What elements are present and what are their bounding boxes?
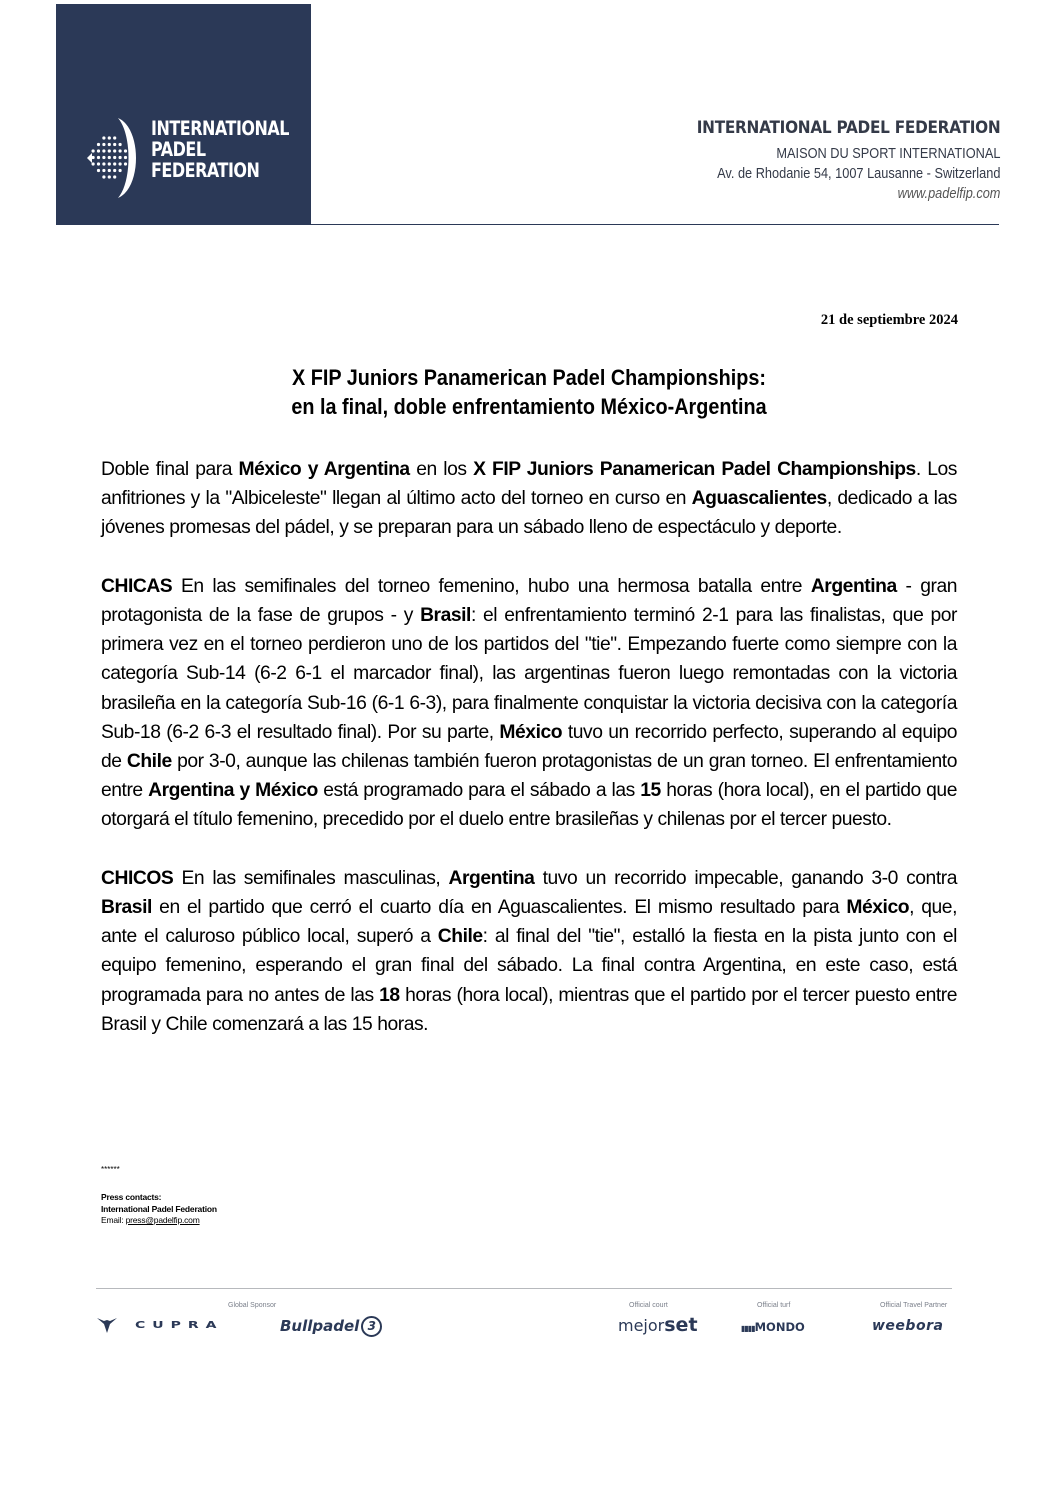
text-run: en el partido que cerró el cuarto día en Aguascalientes. El mismo resultado para [151,897,847,919]
paragraph-intro [101,455,957,543]
text-run: En las semifinales del torneo femenino, hubo una hermosa batalla entre [172,575,811,597]
mondo-wordmark: MONDO [754,1320,805,1334]
org-website-link[interactable]: www.padelfip.com [897,186,1000,202]
logo-dot [113,162,116,165]
bold-text: México [846,897,910,919]
org-address-block [663,118,1000,204]
org-name: INTERNATIONAL PADEL FEDERATION [696,118,1000,138]
logo-dot [108,162,111,165]
logo-dot [102,175,105,178]
official-turf-label: Official turf [757,1302,791,1309]
press-contacts [101,1192,217,1227]
press-email-link[interactable]: press@padelfip.com [125,1215,200,1225]
logo-dot [124,162,127,165]
paragraph-chicas [101,572,957,835]
text-run: tuvo un recorrido perfecto, superando al equipo de [101,721,957,773]
text-run: horas (hora local), en el partido que otorgará el título femenino, precedido por el duelo entre brasileñas y chilenas por el tercer puesto. [101,780,957,831]
padel-ball-icon [84,116,144,200]
bold-text: Argentina y México [148,780,318,802]
title-line-1: X FIP Juniors Panamerican Padel Championships: [292,365,766,390]
cupra-wordmark: CUPRA [135,1319,224,1331]
logo-dot [113,143,116,146]
bold-text: México y Argentina [238,459,410,480]
logo-dot [113,149,116,152]
logo-line-2: PADEL [151,138,206,161]
text-run: está programado para el sábado a las [317,780,641,802]
org-address: Av. de Rhodanie 54, 1007 Lausanne - Switzerland [716,166,1000,182]
logo-dot [97,156,100,159]
logo-dot [102,143,105,146]
separator-stars: ****** [101,1165,120,1174]
text-run: : al final del "tie", estalló la fiesta en la pista junto con el equipo femenino, esperando el gran final del sábado. La final contra Argentina, en este caso, está programada para no antes de las [101,926,957,1006]
logo-line-3: FEDERATION [151,159,260,182]
official-travel-label: Official Travel Partner [880,1302,948,1309]
text-run: , dedicado a las jóvenes promesas del pádel, y se preparan para un sábado lleno de espectáculo y deporte. [101,488,957,539]
mondo-stripes-icon: ▮▮▮▮ [741,1324,755,1333]
text-run: . Los anfitriones y la "Albiceleste" llegan al último acto del torneo en curso en [101,459,957,510]
press-heading: Press contacts: [101,1192,162,1202]
logo-dot [113,136,116,139]
header-divider [311,224,999,225]
text-run: Doble final para [101,459,239,480]
logo-dot [113,156,116,159]
logo-dot [113,169,116,172]
logo-dot [119,149,122,152]
global-sponsor-label: Global Sponsor [228,1302,277,1309]
official-court-label: Official court [629,1302,668,1309]
cupra-emblem-icon [97,1316,117,1334]
bullpadel-logo [280,1316,382,1337]
paragraph-chicos [101,864,957,1039]
footer-divider [96,1288,952,1289]
logo-dot [102,162,105,165]
article-body [101,455,957,1068]
bullpadel-emblem-icon: 3 [361,1316,382,1337]
logo-dot [119,156,122,159]
logo-block [56,4,311,225]
logo-dot [108,175,111,178]
logo-dot [108,169,111,172]
logo-dot [92,149,95,152]
bold-text: CHICAS [101,575,173,597]
logo-dot [108,156,111,159]
document-date: 21 de septiembre 2024 [820,312,958,328]
logo-line-1: INTERNATIONAL [151,117,289,140]
logo-dot [108,136,111,139]
logo-dot [97,162,100,165]
logo-dot [124,156,127,159]
logo-dot [102,156,105,159]
mejorset-wordmark-b: set [664,1314,698,1336]
logo-dot [119,143,122,146]
bold-text: Aguascalientes [691,488,827,510]
logo-dot [102,169,105,172]
bold-text: Argentina [810,575,897,597]
mejorset-logo [618,1314,698,1336]
bold-text: Chile [437,926,483,948]
text-run: , que, ante el caluroso público local, superó a [101,897,957,948]
document-title [0,363,1058,421]
logo-dot [97,149,100,152]
logo-dot [119,162,122,165]
email-label: Email: [101,1215,126,1225]
bold-text: 15 [640,780,661,802]
text-run: - gran protagonista de la fase de grupos - y [101,575,958,626]
bold-text: X FIP Juniors Panamerican Padel Championships [473,459,916,480]
logo-dot [119,169,122,172]
logo-dot [102,149,105,152]
text-run: : el enfrentamiento terminó 2-1 para las finalistas, que por primera vez en el torneo perdieron uno de los partidos del "tie". Empezando fuerte como siempre con la categoría Sub-14 (6-2 6-1 el marcador final), las argentinas fueron luego remontadas con la victoria brasileña en la categoría Sub-16 (6-1 6-3), para finalmente conquistar la victoria decisiva con la categoría Sub-18 (6-2 6-3 el resultado final). Por su parte, [101,605,957,743]
mondo-logo [741,1320,805,1334]
org-building: MAISON DU SPORT INTERNATIONAL [775,146,1000,162]
bold-text: Brasil [101,897,152,919]
logo-dot [97,169,100,172]
logo-wordmark [151,118,289,181]
bullpadel-wordmark: Bullpadel [280,1317,360,1335]
logo-dot [108,149,111,152]
press-org: International Padel Federation [101,1203,217,1214]
logo-dot [97,143,100,146]
bold-text: México [499,721,563,743]
text-run: En las semifinales masculinas, [173,867,449,889]
title-line-2: en la final, doble enfrentamiento México-Argentina [291,394,767,419]
text-run: horas (hora local), mientras que el partido por el tercer puesto entre Brasil y Chile comenzará a las 15 horas. [101,984,957,1035]
logo-dot [108,143,111,146]
logo-dot [124,149,127,152]
text-run: tuvo un recorrido impecable, ganando 3-0 contra [534,867,957,889]
bold-text: Argentina [448,867,535,889]
text-run: en los [409,459,474,480]
text-run: por 3-0, aunque las chilenas también fueron protagonistas de un gran torneo. El enfrentamiento entre [101,751,957,802]
mejorset-wordmark-a: mejor [618,1316,665,1335]
logo-dot [102,136,105,139]
press-email-row [101,1215,217,1227]
bold-text: Brasil [420,605,471,626]
bold-text: Chile [126,751,172,773]
logo-dot [113,175,116,178]
bold-text: 18 [379,984,400,1006]
weebora-logo: weebora [872,1318,944,1334]
bold-text: CHICOS [101,867,174,889]
